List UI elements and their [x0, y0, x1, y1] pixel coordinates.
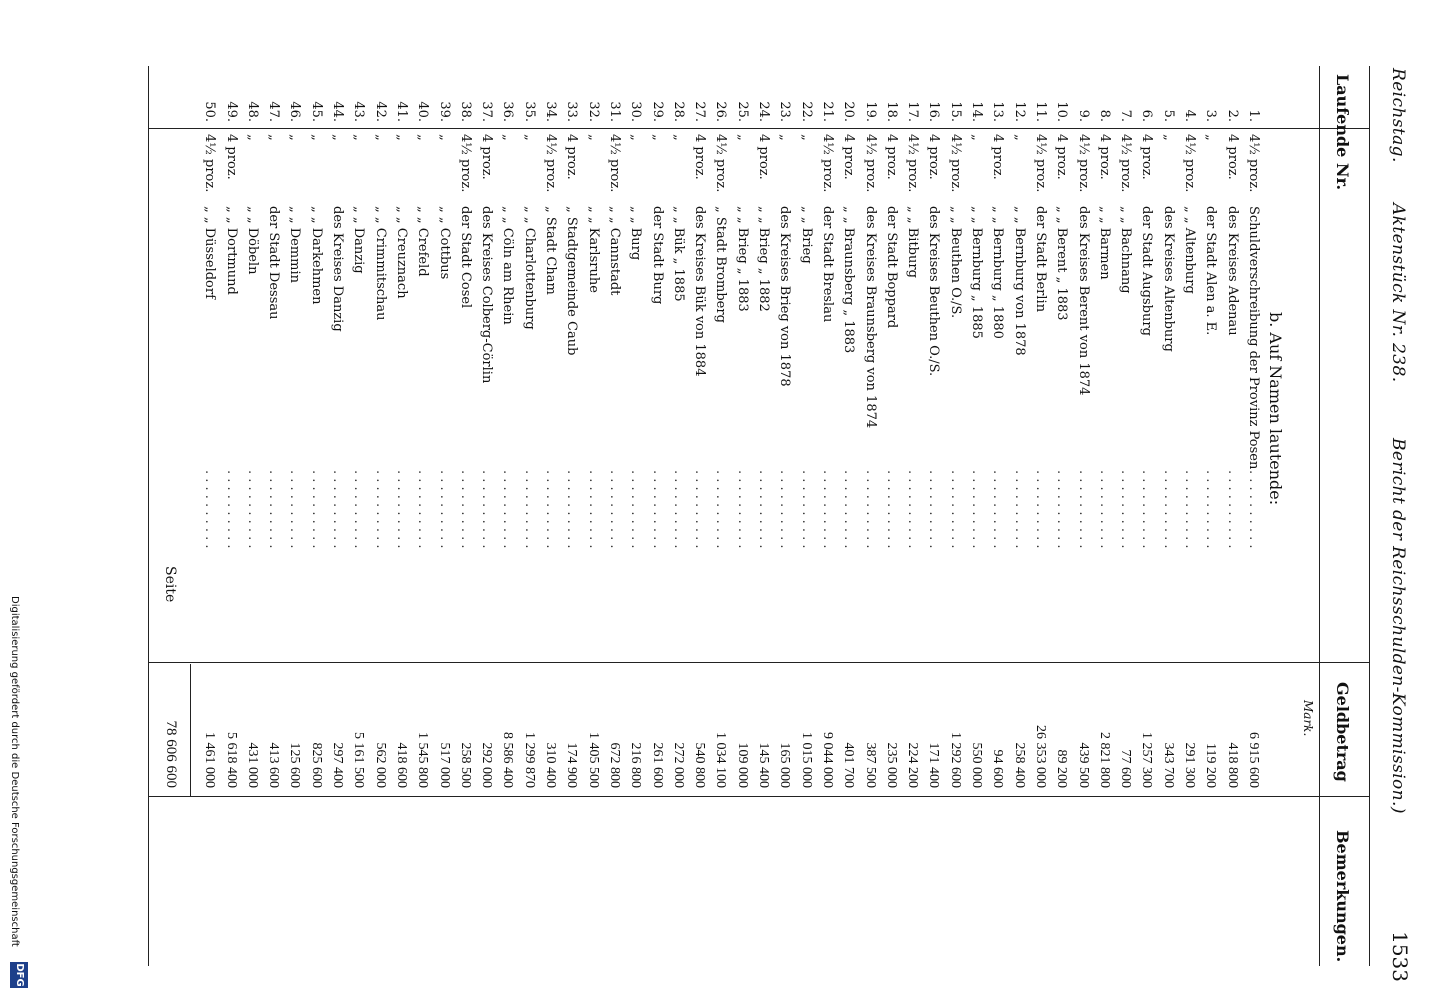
interest-rate: „	[500, 134, 516, 141]
interest-rate: „	[585, 134, 601, 141]
debt-description: der Stadt Augsburg	[1139, 206, 1155, 336]
amount: 439 500	[1075, 742, 1091, 788]
page-number: 1533	[1388, 931, 1412, 982]
dot-leader: . . . . . . . . . .	[1011, 470, 1027, 549]
row-number: 40.	[415, 101, 431, 122]
dot-leader: . . . . . . . . . .	[1033, 470, 1048, 549]
interest-rate: 4 proz.	[1054, 134, 1070, 180]
amount: 174 900	[564, 742, 580, 788]
interest-rate: „	[330, 134, 346, 141]
interest-rate: 4½ proz.	[862, 134, 878, 193]
amount: 9 044 000	[820, 732, 835, 788]
amount: 517 000	[436, 742, 452, 788]
interest-rate: 4 proz.	[883, 134, 899, 180]
row-number: 18.	[883, 101, 899, 122]
amount: 825 600	[308, 742, 324, 788]
interest-rate: 4 proz.	[926, 134, 942, 180]
dot-leader: . . . . . . . . . .	[351, 470, 367, 549]
sum-label: Seite	[162, 566, 178, 603]
amount: 1 405 500	[585, 732, 601, 788]
row-number: 38.	[457, 101, 473, 122]
dot-leader: . . . . . . . . . .	[521, 470, 537, 549]
row-number: 36.	[500, 101, 516, 122]
amount: 292 000	[479, 742, 495, 788]
row-number: 4.	[1182, 109, 1198, 122]
row-number: 32.	[585, 101, 601, 122]
row-number: 19.	[862, 101, 878, 122]
interest-rate: „	[1160, 134, 1176, 141]
interest-rate: „	[1011, 134, 1027, 141]
amount: 77 600	[1118, 749, 1134, 788]
row-number: 5.	[1160, 109, 1176, 122]
column-header-amount: Geldbetrag	[1333, 682, 1352, 782]
amount: 291 300	[1182, 742, 1198, 788]
row-number: 1.	[1246, 109, 1261, 122]
row-number: 48.	[244, 101, 260, 122]
row-number: 16.	[926, 101, 942, 122]
row-number: 13.	[990, 101, 1006, 122]
amount: 310 400	[543, 742, 559, 788]
interest-rate: 4½ proz.	[1033, 134, 1048, 193]
debt-description: des Kreises Brieg von 1878	[777, 206, 793, 387]
debt-description: der Stadt Boppard	[883, 206, 899, 329]
interest-rate: „	[969, 134, 985, 141]
dot-leader: . . . . . . . . . .	[372, 470, 388, 549]
debt-description: „ „ Dortmund	[223, 206, 239, 295]
amount: 387 500	[862, 742, 878, 788]
debt-description: des Kreises Beuthen O./S.	[926, 206, 942, 377]
row-number: 34.	[543, 101, 559, 122]
column-divider-desc	[149, 662, 1370, 663]
debt-description: „ Stadtgemeinde Caub	[564, 206, 580, 356]
row-number: 46.	[287, 101, 303, 122]
table-header-rule	[1319, 66, 1320, 966]
amount: 297 400	[330, 742, 346, 788]
dot-leader: . . . . . . . . . .	[266, 470, 282, 549]
interest-rate: 4½ proz.	[457, 134, 473, 193]
header-aktenstueck: Aktenstück Nr. 238.	[1388, 203, 1408, 383]
interest-rate: 4½ proz.	[820, 134, 835, 193]
interest-rate: 4½ proz.	[1246, 134, 1261, 193]
dot-leader: . . . . . . . . . .	[244, 470, 260, 549]
row-number: 14.	[969, 101, 985, 122]
amount: 8 586 400	[500, 732, 516, 788]
amount: 1 545 800	[415, 732, 431, 788]
dot-leader: . . . . . . . . . .	[1246, 470, 1261, 549]
row-number: 2.	[1224, 109, 1240, 122]
debt-description: „ „ Crefeld	[415, 206, 431, 277]
dot-leader: . . . . . . . . . .	[756, 470, 772, 549]
interest-rate: 4 proz.	[1096, 134, 1112, 180]
interest-rate: „	[777, 134, 793, 141]
dot-leader: . . . . . . . . . .	[798, 470, 814, 549]
debt-description: der Stadt Breslau	[820, 206, 835, 323]
dot-leader: . . . . . . . . . .	[436, 470, 452, 549]
dot-leader: . . . . . . . . . .	[862, 470, 878, 549]
dot-leader: . . . . . . . . . .	[841, 470, 857, 549]
interest-rate: 4 proz.	[1224, 134, 1240, 180]
amount: 5 161 500	[351, 732, 367, 788]
debt-description: „ Stadt Cham	[543, 206, 559, 295]
debt-description: der Stadt Dessau	[266, 206, 282, 320]
debt-description: „ „ Creuznach	[394, 206, 409, 299]
row-number: 28.	[670, 101, 686, 122]
debt-description: der Stadt Burg	[649, 206, 665, 305]
amount: 418 800	[1224, 742, 1240, 788]
debt-description: des Kreises Danzig	[330, 206, 346, 332]
row-number: 20.	[841, 101, 857, 122]
amount: 258 500	[457, 742, 473, 788]
interest-rate: „	[670, 134, 686, 141]
debt-description: der Stadt Cosel	[457, 206, 473, 309]
dot-leader: . . . . . . . . . .	[713, 470, 729, 549]
debt-description: „ „ Bernburg „ 1885	[969, 206, 985, 339]
debt-description: „ „ Burg	[628, 206, 644, 261]
interest-rate: 4 proz.	[564, 134, 580, 180]
debt-description: des Kreises Altenburg	[1160, 206, 1176, 352]
column-header-remarks: Bemerkungen.	[1333, 830, 1352, 963]
amount: 1 015 000	[798, 732, 814, 788]
amount: 431 000	[244, 742, 260, 788]
debt-description: „ „ Bachnang	[1118, 206, 1134, 294]
interest-rate: 4½ proz.	[202, 134, 218, 193]
debt-description: „ „ Brieg	[798, 206, 814, 264]
row-number: 22.	[798, 101, 814, 122]
dot-leader: . . . . . . . . . .	[628, 470, 644, 549]
interest-rate: 4 proz.	[692, 134, 708, 180]
interest-rate: „	[415, 134, 431, 141]
amount: 119 200	[1203, 743, 1219, 788]
debt-description: „ „ Danzig	[351, 206, 367, 274]
interest-rate: 4 proz.	[756, 134, 772, 180]
dot-leader: . . . . . . . . . .	[202, 470, 218, 549]
debt-description: „ „ Bernburg von 1878	[1011, 206, 1027, 356]
dot-leader: . . . . . . . . . .	[1160, 470, 1176, 549]
amount: 2 821 800	[1096, 732, 1112, 788]
header-bericht: Bericht der Reichsschulden-Kommission.)	[1388, 438, 1408, 814]
interest-rate: „	[649, 134, 665, 141]
header-reichstag: Reichstag.	[1388, 68, 1408, 163]
row-number: 26.	[713, 101, 729, 122]
dot-leader: . . . . . . . . . .	[479, 470, 495, 549]
dot-leader: . . . . . . . . . .	[883, 470, 899, 549]
interest-rate: „	[521, 134, 537, 141]
interest-rate: „	[372, 134, 388, 141]
dot-leader: . . . . . . . . . .	[969, 470, 985, 549]
dot-leader: . . . . . . . . . .	[820, 470, 835, 549]
funding-note: Digitalisierung gefördert durch die Deutsche Forschungsgemeinschaft	[9, 596, 20, 947]
dot-leader: . . . . . . . . . .	[394, 470, 409, 549]
debt-description: „ „ Karlsruhe	[585, 206, 601, 293]
row-number: 39.	[436, 101, 452, 122]
dot-leader: . . . . . . . . . .	[990, 470, 1006, 549]
dot-leader: . . . . . . . . . .	[1118, 470, 1134, 549]
interest-rate: „	[287, 134, 303, 141]
debt-description: „ „ Altenburg	[1182, 206, 1198, 294]
interest-rate: 4½ proz.	[713, 134, 729, 193]
debt-description: „ „ Düsseldorf	[202, 206, 218, 299]
interest-rate: „	[734, 134, 750, 141]
row-number: 37.	[479, 101, 495, 122]
interest-rate: „	[1203, 134, 1219, 141]
interest-rate: 4 proz.	[990, 134, 1006, 180]
amount: 171 400	[926, 742, 942, 788]
row-number: 43.	[351, 101, 367, 122]
dot-leader: . . . . . . . . . .	[223, 470, 239, 549]
interest-rate: „	[308, 134, 324, 141]
interest-rate: 4 proz.	[479, 134, 495, 180]
dot-leader: . . . . . . . . . .	[947, 470, 963, 549]
row-number: 23.	[777, 101, 793, 122]
debt-description: „ „ Crimmitschau	[372, 206, 388, 321]
dfg-logo: DFG	[10, 962, 28, 988]
amount: 165 000	[777, 742, 793, 788]
row-number: 41.	[394, 101, 409, 122]
interest-rate: 4 proz.	[1139, 134, 1155, 180]
amount: 6 915 600	[1246, 732, 1261, 788]
column-divider-amount	[149, 796, 1370, 797]
amount: 145 400	[756, 742, 772, 788]
debt-description: „ „ Beuthen O./S.	[947, 206, 963, 319]
interest-rate: 4 proz.	[223, 134, 239, 180]
row-number: 24.	[756, 101, 772, 122]
debt-description: des Kreises Colberg-Cörlin	[479, 206, 495, 384]
amount: 258 400	[1011, 742, 1027, 788]
dot-leader: . . . . . . . . . .	[585, 470, 601, 549]
row-number: 25.	[734, 101, 750, 122]
debt-description: „ „ Braunsberg „ 1883	[841, 206, 857, 354]
debt-description: „ „ Döbeln	[244, 206, 260, 275]
amount: 1 292 600	[947, 732, 963, 788]
row-number: 10.	[1054, 101, 1070, 122]
dot-leader: . . . . . . . . . .	[1054, 470, 1070, 549]
dot-leader: . . . . . . . . . .	[1224, 470, 1240, 549]
debt-description: „ „ Bitburg	[905, 206, 921, 278]
amount: 1 034 100	[713, 732, 729, 788]
dot-leader: . . . . . . . . . .	[777, 470, 793, 549]
amount: 94 600	[990, 749, 1006, 788]
amount: 272 000	[670, 742, 686, 788]
row-number: 35.	[521, 101, 537, 122]
column-header-currency: Mark.	[1301, 700, 1315, 737]
row-number: 31.	[607, 101, 622, 122]
dot-leader: . . . . . . . . . .	[607, 470, 622, 549]
debt-description: „ „ Brieg „ 1882	[756, 206, 772, 312]
debt-description: „ „ Cottbus	[436, 206, 452, 280]
interest-rate: 4½ proz.	[607, 134, 622, 193]
sum-value: 78 606 600	[163, 720, 179, 788]
interest-rate: „	[436, 134, 452, 141]
debt-description: „ „ Cannstadt	[607, 206, 622, 296]
amount: 401 700	[841, 742, 857, 788]
dot-leader: . . . . . . . . . .	[330, 470, 346, 549]
dot-leader: . . . . . . . . . .	[734, 470, 750, 549]
dot-leader: . . . . . . . . . .	[287, 470, 303, 549]
row-number: 11.	[1033, 101, 1048, 122]
interest-rate: 4½ proz.	[947, 134, 963, 193]
dot-leader: . . . . . . . . . .	[415, 470, 431, 549]
interest-rate: 4½ proz.	[1075, 134, 1091, 193]
amount: 562 000	[372, 742, 388, 788]
dot-leader: . . . . . . . . . .	[1203, 470, 1219, 549]
row-number: 8.	[1096, 109, 1112, 122]
interest-rate: 4½ proz.	[905, 134, 921, 193]
debt-description: „ „ Demmin	[287, 206, 303, 284]
debt-description: „ „ Brieg „ 1883	[734, 206, 750, 312]
amount: 672 800	[607, 742, 622, 788]
row-number: 3.	[1203, 109, 1219, 122]
row-number: 29.	[649, 101, 665, 122]
table-top-rule	[1369, 66, 1370, 966]
amount: 413 600	[266, 742, 282, 788]
row-number: 45.	[308, 101, 324, 122]
interest-rate: „	[394, 134, 409, 141]
row-number: 49.	[223, 101, 239, 122]
dot-leader: . . . . . . . . . .	[457, 470, 473, 549]
amount: 89 200	[1054, 749, 1070, 788]
amount: 26 353 000	[1033, 725, 1048, 788]
amount: 224 200	[905, 742, 921, 788]
sum-rule	[190, 664, 191, 796]
dot-leader: . . . . . . . . . .	[1075, 470, 1091, 549]
interest-rate: „	[244, 134, 260, 141]
amount: 235 000	[883, 742, 899, 788]
row-number: 44.	[330, 101, 346, 122]
dot-leader: . . . . . . . . . .	[1139, 470, 1155, 549]
debt-description: der Stadt Alen a. E.	[1203, 206, 1219, 336]
row-number: 50.	[202, 101, 218, 122]
amount: 1 461 000	[202, 732, 218, 788]
dot-leader: . . . . . . . . . .	[926, 470, 942, 549]
dot-leader: . . . . . . . . . .	[564, 470, 580, 549]
row-number: 12.	[1011, 101, 1027, 122]
debt-description: des Kreises Braunsberg von 1874	[862, 206, 878, 429]
interest-rate: „	[266, 134, 282, 141]
amount: 1 257 300	[1139, 732, 1155, 788]
row-number: 15.	[947, 101, 963, 122]
amount: 550 000	[969, 742, 985, 788]
debt-description: Schuldverschreibung der Provinz Posen	[1246, 206, 1261, 470]
debt-description: des Kreises Berent von 1874	[1075, 206, 1091, 396]
amount: 5 618 400	[223, 732, 239, 788]
interest-rate: 4 proz.	[841, 134, 857, 180]
interest-rate: 4½ proz.	[543, 134, 559, 193]
dot-leader: . . . . . . . . . .	[670, 470, 686, 549]
column-divider-no	[149, 128, 1370, 129]
debt-description: des Kreises Bük von 1884	[692, 206, 708, 377]
page-header	[1374, 28, 1414, 988]
debt-description: „ „ Bernburg „ 1880	[990, 206, 1006, 339]
interest-rate: „	[628, 134, 644, 141]
row-number: 21.	[820, 101, 835, 122]
debt-description: des Kreises Adenau	[1224, 206, 1240, 336]
dot-leader: . . . . . . . . . .	[905, 470, 921, 549]
row-number: 30.	[628, 101, 644, 122]
row-number: 47.	[266, 101, 282, 122]
dot-leader: . . . . . . . . . .	[1182, 470, 1198, 549]
dot-leader: . . . . . . . . . .	[543, 470, 559, 549]
interest-rate: 4½ proz.	[1182, 134, 1198, 193]
debt-description: „ „ Darkehmen	[308, 206, 324, 305]
amount: 125 600	[287, 742, 303, 788]
debt-description: „ Stadt Bromberg	[713, 206, 729, 323]
amount: 418 600	[394, 742, 409, 788]
section-title: b. Auf Namen lautende:	[1266, 312, 1285, 506]
row-number: 27.	[692, 101, 708, 122]
dot-leader: . . . . . . . . . .	[500, 470, 516, 549]
debt-description: „ „ Bük „ 1885	[670, 206, 686, 302]
debt-description: „ „ Cöln am Rhein	[500, 206, 516, 325]
amount: 540 800	[692, 742, 708, 788]
table-bottom-rule	[148, 66, 149, 966]
row-number: 6.	[1139, 109, 1155, 122]
amount: 109 000	[734, 742, 750, 788]
debt-description: „ „ Barmen	[1096, 206, 1112, 280]
row-number: 7.	[1118, 109, 1134, 122]
row-number: 33.	[564, 101, 580, 122]
amount: 1 299 870	[521, 732, 537, 788]
interest-rate: 4½ proz.	[1118, 134, 1134, 193]
debt-description: „ „ Charlottenburg	[521, 206, 537, 330]
row-number: 42.	[372, 101, 388, 122]
amount: 261 600	[649, 742, 665, 788]
interest-rate: „	[351, 134, 367, 141]
dot-leader: . . . . . . . . . .	[308, 470, 324, 549]
amount: 216 800	[628, 742, 644, 788]
dot-leader: . . . . . . . . . .	[1096, 470, 1112, 549]
column-header-no: Laufende Nr.	[1333, 74, 1352, 191]
dot-leader: . . . . . . . . . .	[649, 470, 665, 549]
amount: 343 700	[1160, 742, 1176, 788]
row-number: 17.	[905, 101, 921, 122]
dot-leader: . . . . . . . . . .	[692, 470, 708, 549]
row-number: 9.	[1075, 109, 1091, 122]
interest-rate: „	[798, 134, 814, 141]
debt-description: „ „ Berent „ 1883	[1054, 206, 1070, 321]
debt-description: der Stadt Berlin	[1033, 206, 1048, 313]
